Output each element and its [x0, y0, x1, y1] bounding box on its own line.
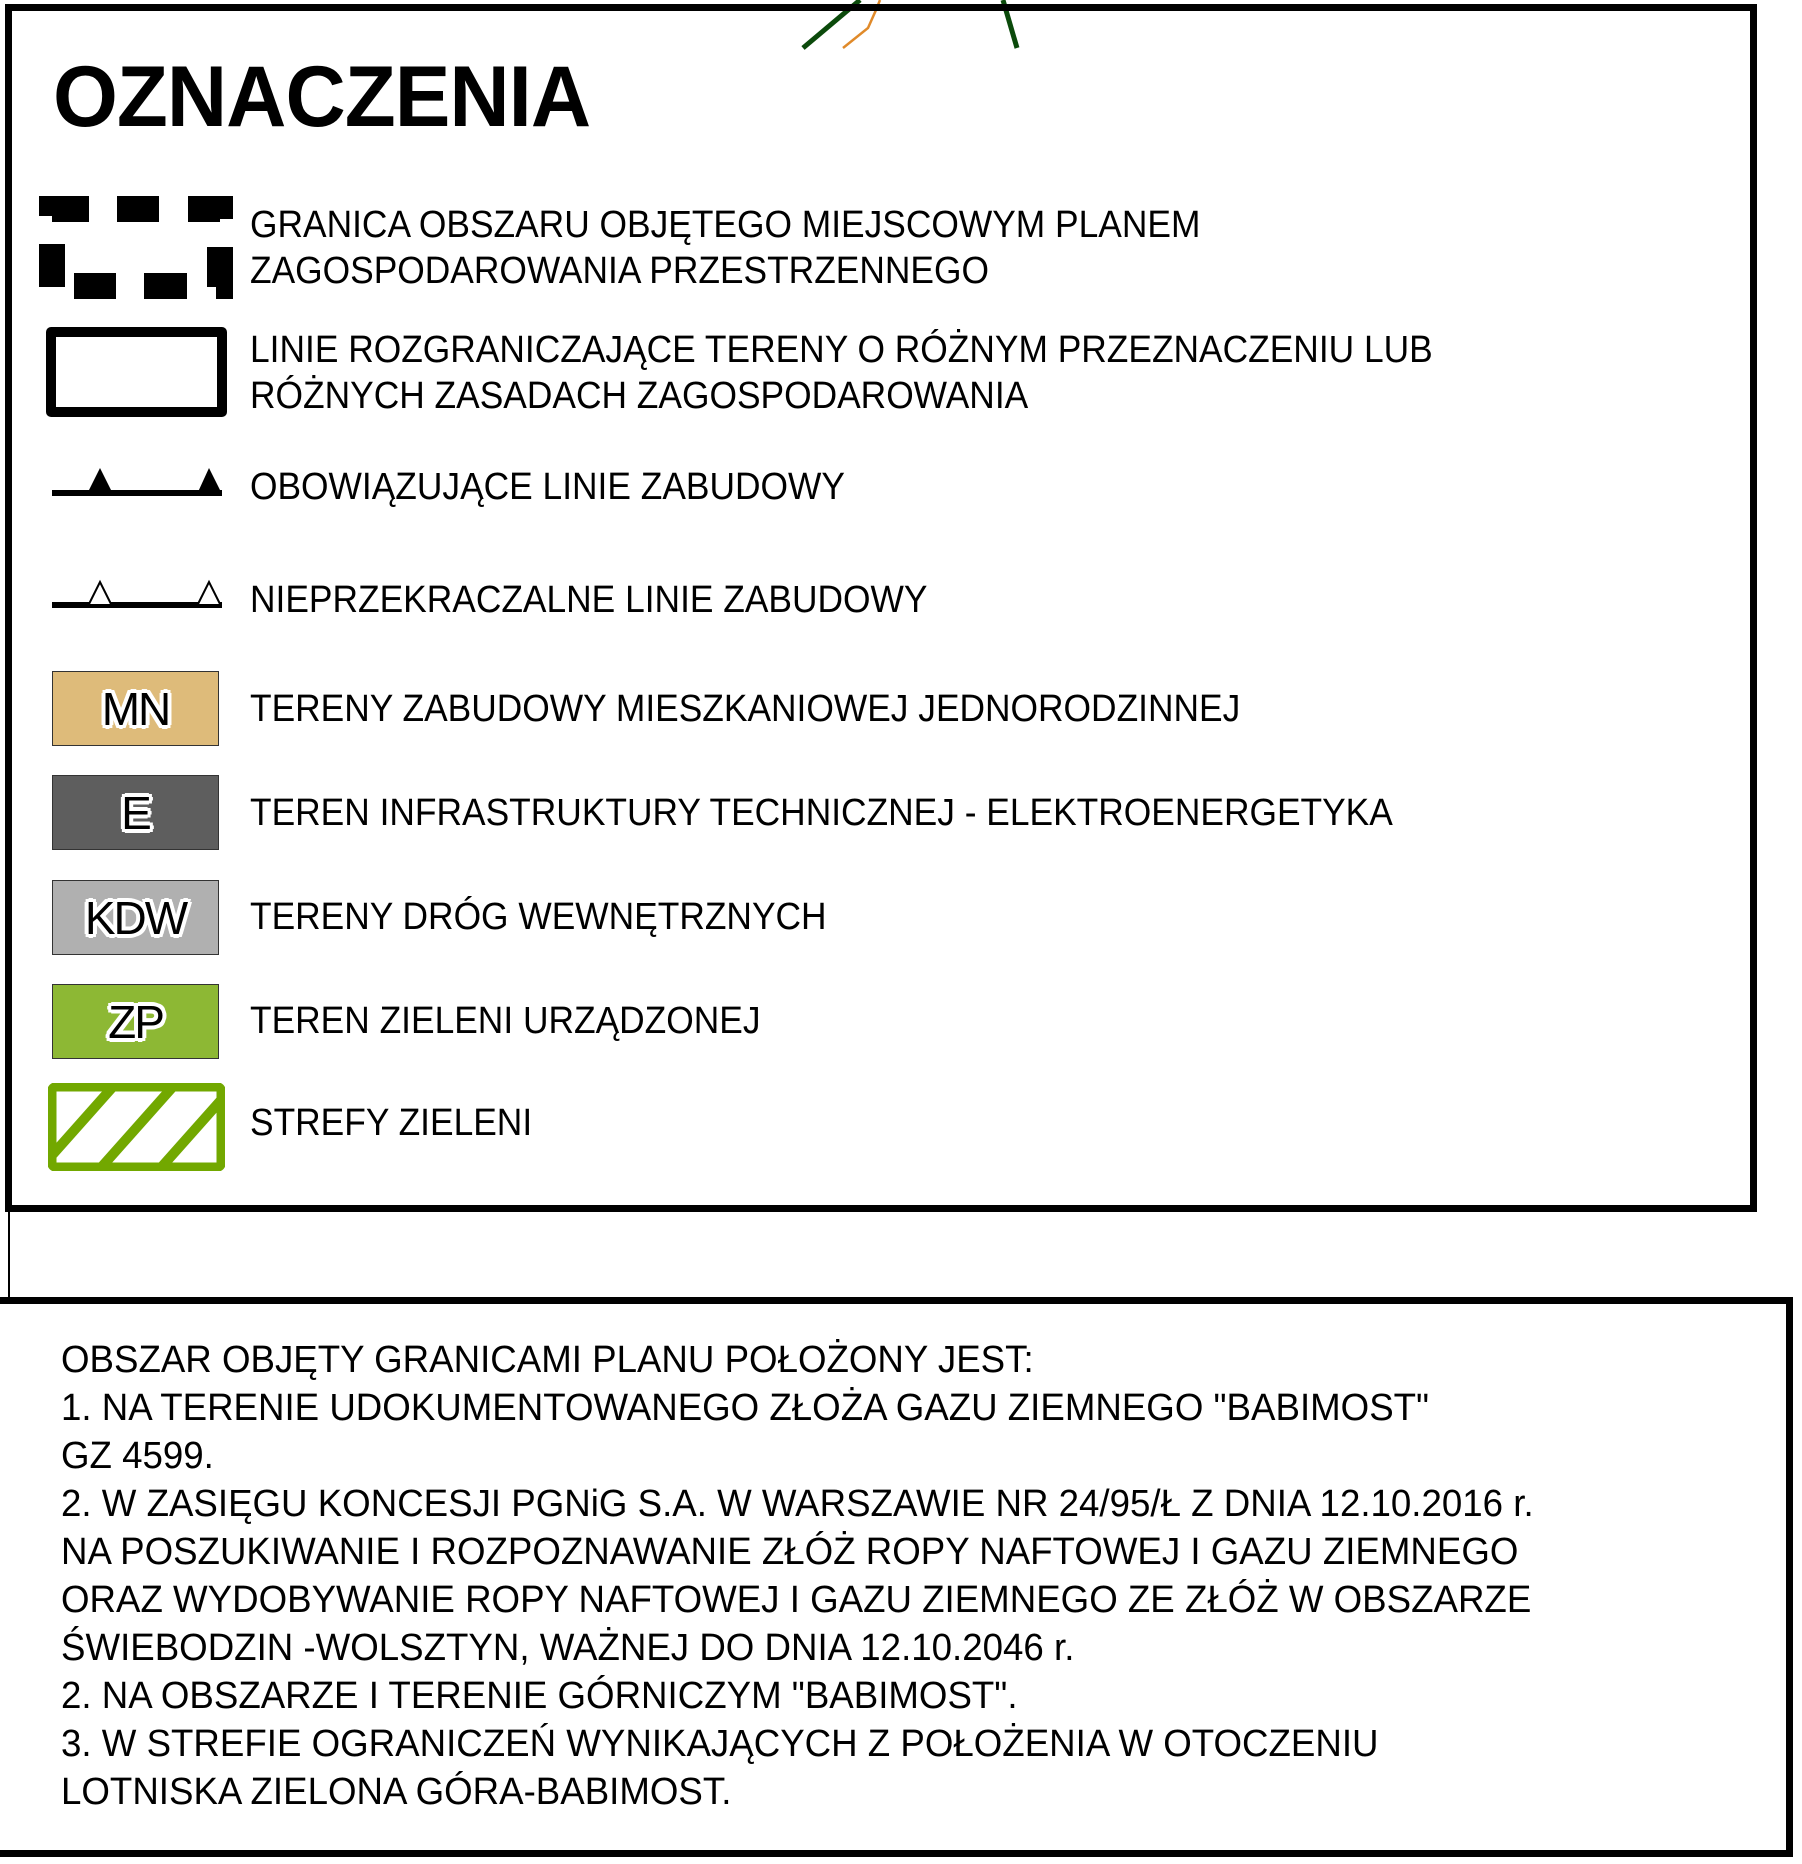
swatch-e: [52, 775, 219, 850]
dashed-boundary-icon: [39, 196, 234, 300]
plan-notes: [61, 1336, 1534, 1816]
hollow-triangle-line-icon: [52, 578, 224, 610]
legend-item-zp-label: TEREN ZIELENI URZĄDZONEJ: [250, 1000, 761, 1042]
swatch-zp: [52, 984, 219, 1059]
notes-line: 1. NA TERENIE UDOKUMENTOWANEGO ZŁOŻA GAZU ZIEMNEGO "BABIMOST": [61, 1387, 1430, 1429]
label-line: LINIE ROZGRANICZAJĄCE TERENY O RÓŻNYM PRZEZNACZENIU LUB: [250, 329, 1433, 371]
swatch-code: MN: [101, 682, 170, 735]
legend-item-kdw-label: TERENY DRÓG WEWNĘTRZNYCH: [250, 896, 827, 938]
notes-line: ŚWIEBODZIN -WOLSZTYN, WAŻNEJ DO DNIA 12.10.2046 r.: [61, 1627, 1075, 1669]
swatch-kdw: [52, 880, 219, 955]
filled-triangle-line-icon: [52, 466, 224, 498]
legend-item-dividing-lines-label: [250, 327, 1433, 419]
swatch-code: E: [121, 786, 150, 839]
notes-line: 2. NA OBSZARZE I TERENIE GÓRNICZYM "BABIMOST".: [61, 1675, 1018, 1717]
swatch-code: ZP: [108, 995, 163, 1048]
label-line: RÓŻNYCH ZASADACH ZAGOSPODAROWANIA: [250, 375, 1029, 417]
notes-line: OBSZAR OBJĘTY GRANICAMI PLANU POŁOŻONY JEST:: [61, 1339, 1034, 1381]
legend-title: OZNACZENIA: [53, 49, 591, 145]
legend-item-nonexceedable-building-lines-label: NIEPRZEKRACZALNE LINIE ZABUDOWY: [250, 579, 928, 621]
legend-item-mandatory-building-lines-label: OBOWIĄZUJĄCE LINIE ZABUDOWY: [250, 466, 845, 508]
notes-line: 3. W STREFIE OGRANICZEŃ WYNIKAJĄCYCH Z POŁOŻENIA W OTOCZENIU: [61, 1723, 1379, 1765]
green-hatch-icon: [48, 1083, 225, 1171]
legend-item-boundary-label: [250, 202, 1200, 294]
legend-item-green-zones-label: STREFY ZIELENI: [250, 1102, 533, 1144]
notes-line: GZ 4599.: [61, 1435, 214, 1477]
notes-line: NA POSZUKIWANIE I ROZPOZNAWANIE ZŁÓŻ ROPY NAFTOWEJ I GAZU ZIEMNEGO: [61, 1531, 1519, 1573]
notes-line: 2. W ZASIĘGU KONCESJI PGNiG S.A. W WARSZAWIE NR 24/95/Ł Z DNIA 12.10.2016 r.: [61, 1483, 1534, 1525]
legend-item-e-label: TEREN INFRASTRUKTURY TECHNICZNEJ - ELEKTROENERGETYKA: [250, 792, 1393, 834]
label-line: ZAGOSPODAROWANIA PRZESTRZENNEGO: [250, 250, 989, 292]
notes-line: ORAZ WYDOBYWANIE ROPY NAFTOWEJ I GAZU ZIEMNEGO ZE ZŁÓŻ W OBSZARZE: [61, 1579, 1532, 1621]
notes-line: LOTNISKA ZIELONA GÓRA-BABIMOST.: [61, 1771, 732, 1813]
rectangle-outline-icon: [46, 327, 227, 417]
swatch-mn: [52, 671, 219, 746]
label-line: GRANICA OBSZARU OBJĘTEGO MIEJSCOWYM PLANEM: [250, 204, 1201, 246]
frame-connector-line: [8, 1210, 10, 1300]
swatch-code: KDW: [84, 891, 187, 944]
legend-item-mn-label: TERENY ZABUDOWY MIESZKANIOWEJ JEDNORODZINNEJ: [250, 688, 1241, 730]
